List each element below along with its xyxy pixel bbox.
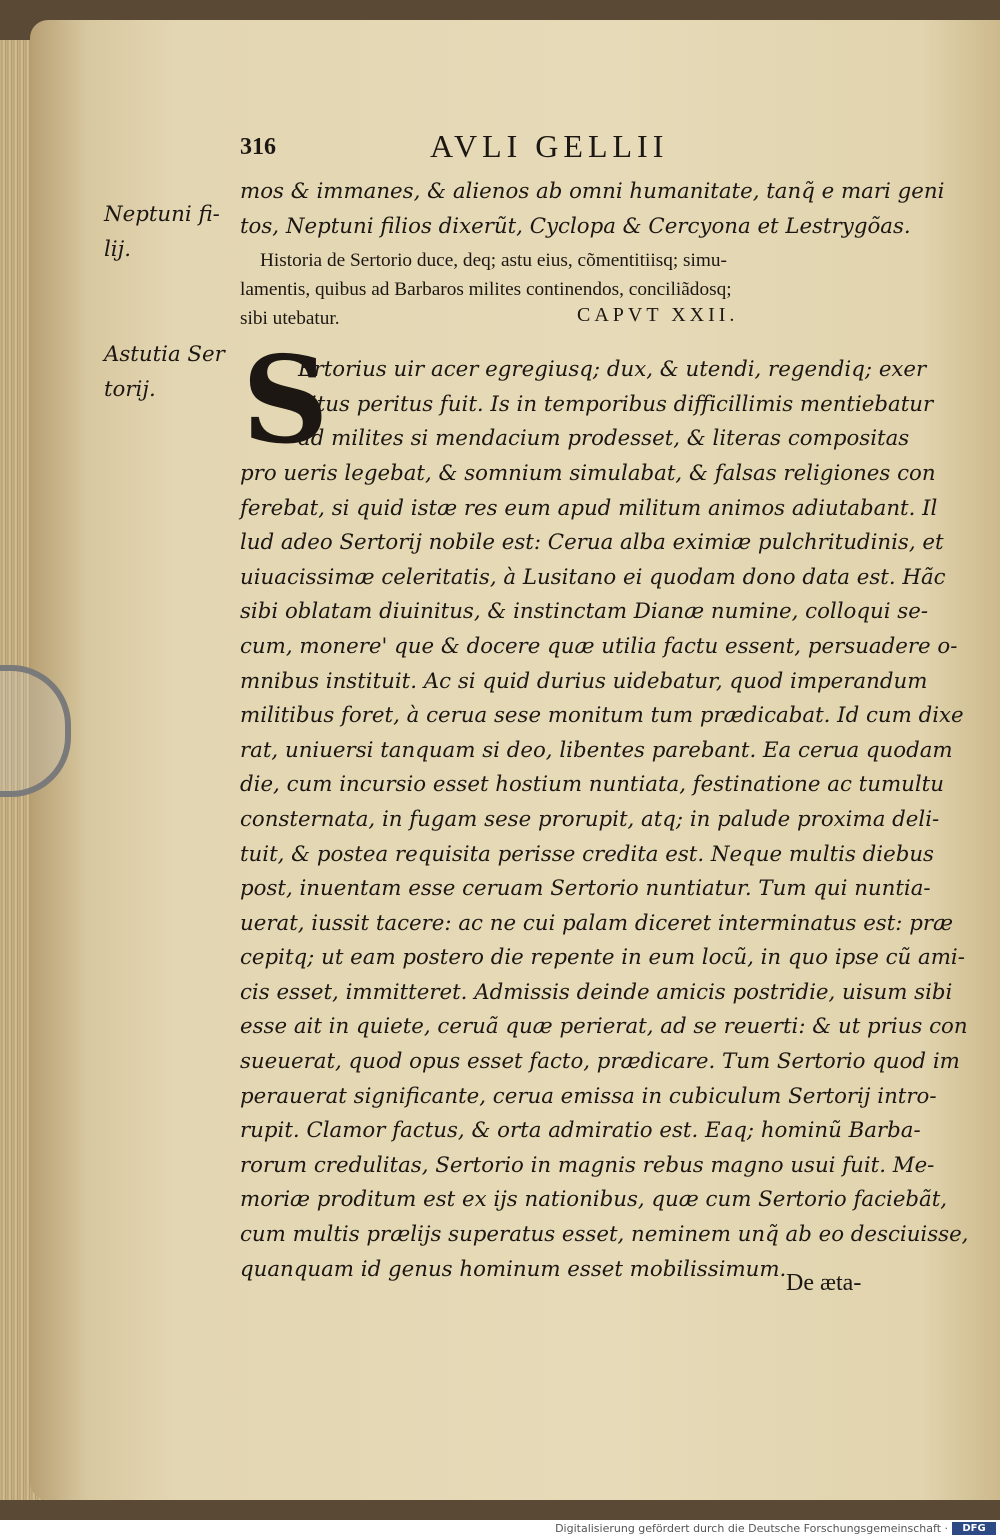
page-number: 316 <box>240 134 276 160</box>
body-line: Ertorius uir acer egregiusq; dux, & utendi, regendiq; exer <box>298 357 927 383</box>
chapter-body <box>240 330 969 1287</box>
chapter-heading <box>240 246 880 333</box>
margin-note-line: lij. <box>104 236 131 262</box>
body-line: lud adeo Sertorij nobile est: Cerua alba eximiæ pulchritudinis, et <box>240 530 944 556</box>
body-line: cis esset, immitteret. Admissis deinde amicis postridie, uisum sibi <box>240 979 953 1005</box>
body-line: rorum credulitas, Sertorio in magnis rebus magno usui fuit. Me- <box>240 1152 935 1178</box>
margin-note-line: Neptuni fi- <box>104 202 220 227</box>
margin-note-neptuni <box>104 198 229 267</box>
body-line: quanquam id genus hominum esset mobilissimum. <box>240 1256 787 1282</box>
body-line: consternata, in fugam sese prorupit, atq; in palude proxima deli- <box>240 806 940 832</box>
body-line: esse ait in quiete, ceruã quæ perierat, ad se reuerti: & ut prius con <box>240 1014 968 1040</box>
body-line: sueuerat, quod opus esset facto, prædicare. Tum Sertorio quod im <box>240 1049 960 1075</box>
body-line: uerat, iussit tacere: ac ne cui palam diceret interminatus est: præ <box>240 910 954 936</box>
body-line: ferebat, si quid istæ res eum apud militum animos adiutabant. Il <box>240 495 938 521</box>
heading-line: lamentis, quibus ad Barbaros milites continendos, conciliãdosq; <box>240 279 732 301</box>
body-line: tuit, & postea requisita perisse credita est. Neque multis diebus <box>240 841 934 867</box>
text-block <box>240 175 969 1287</box>
text-line: mos & immanes, & alienos ab omni humanitate, tanq̃ e mari geni <box>240 179 945 204</box>
chapter-label: CAPVT XXII. <box>577 304 739 327</box>
catchword: De æta- <box>786 1270 862 1296</box>
body-line: moriæ proditum est ex ijs nationibus, quæ cum Sertorio faciebãt, <box>240 1187 948 1213</box>
margin-note-line: Astutia Ser <box>104 342 225 367</box>
heading-line-last <box>240 304 880 333</box>
funding-credit: Digitalisierung gefördert durch die Deutsche Forschungsgemeinschaft · <box>555 1522 948 1535</box>
drop-cap-initial: S <box>242 330 329 472</box>
dfg-logo: DFG <box>952 1522 996 1535</box>
body-line: sibi oblatam diuinitus, & instinctam Dianæ numine, colloqui se- <box>240 599 929 625</box>
text-line: tos, Neptuni filios dixerũt, Cyclopa & Cercyona et Lestrygõas. <box>240 213 911 239</box>
footer-bar <box>0 1520 1000 1538</box>
body-line: pro ueris legebat, & somnium simulabat, & falsas religiones con <box>240 460 936 486</box>
running-title: AVLI GELLII <box>430 128 669 164</box>
body-line: cum multis prælijs superatus esset, neminem unq̃ ab eo desciuisse, <box>240 1222 969 1248</box>
heading-line: sibi utebatur. <box>240 308 340 330</box>
running-head <box>240 128 880 168</box>
body-line: rupit. Clamor factus, & orta admiratio est. Eaq; hominũ Barba- <box>240 1118 921 1144</box>
body-line: militibus foret, à cerua sese monitum tum prædicabat. Id cum dixe <box>240 703 964 729</box>
body-line: uiuacissimæ celeritatis, à Lusitano ei quodam dono data est. Hãc <box>240 564 946 590</box>
body-line: ad milites si mendacium prodesset, & literas compositas <box>298 426 910 452</box>
body-line: die, cum incursio esset hostium nuntiata, festinatione ac tumultu <box>240 772 944 798</box>
margin-note-astutia <box>104 338 229 407</box>
body-line: cepitq; ut eam postero die repente in eum locũ, in quo ipse cũ ami- <box>240 945 965 971</box>
body-line: cum, monere' que & docere quæ utilia factu essent, persuadere o- <box>240 633 958 659</box>
margin-note-line: torij. <box>104 376 156 402</box>
body-line: perauerat significante, cerua emissa in cubiculum Sertorij intro- <box>240 1083 937 1109</box>
body-line: citus peritus fuit. Is in temporibus difficillimis mentiebatur <box>298 391 934 417</box>
body-line: rat, uniuersi tanquam si deo, libentes parebant. Ea cerua quodam <box>240 737 953 763</box>
heading-line: Historia de Sertorio duce, deq; astu eius, cõmentitiisq; simu- <box>260 250 727 272</box>
catchword-row <box>786 1270 861 1297</box>
body-line: post, inuentam esse ceruam Sertorio nuntiatur. Tum qui nuntia- <box>240 876 931 902</box>
body-line: mnibus instituit. Ac si quid durius uidebatur, quod imperandum <box>240 668 928 694</box>
